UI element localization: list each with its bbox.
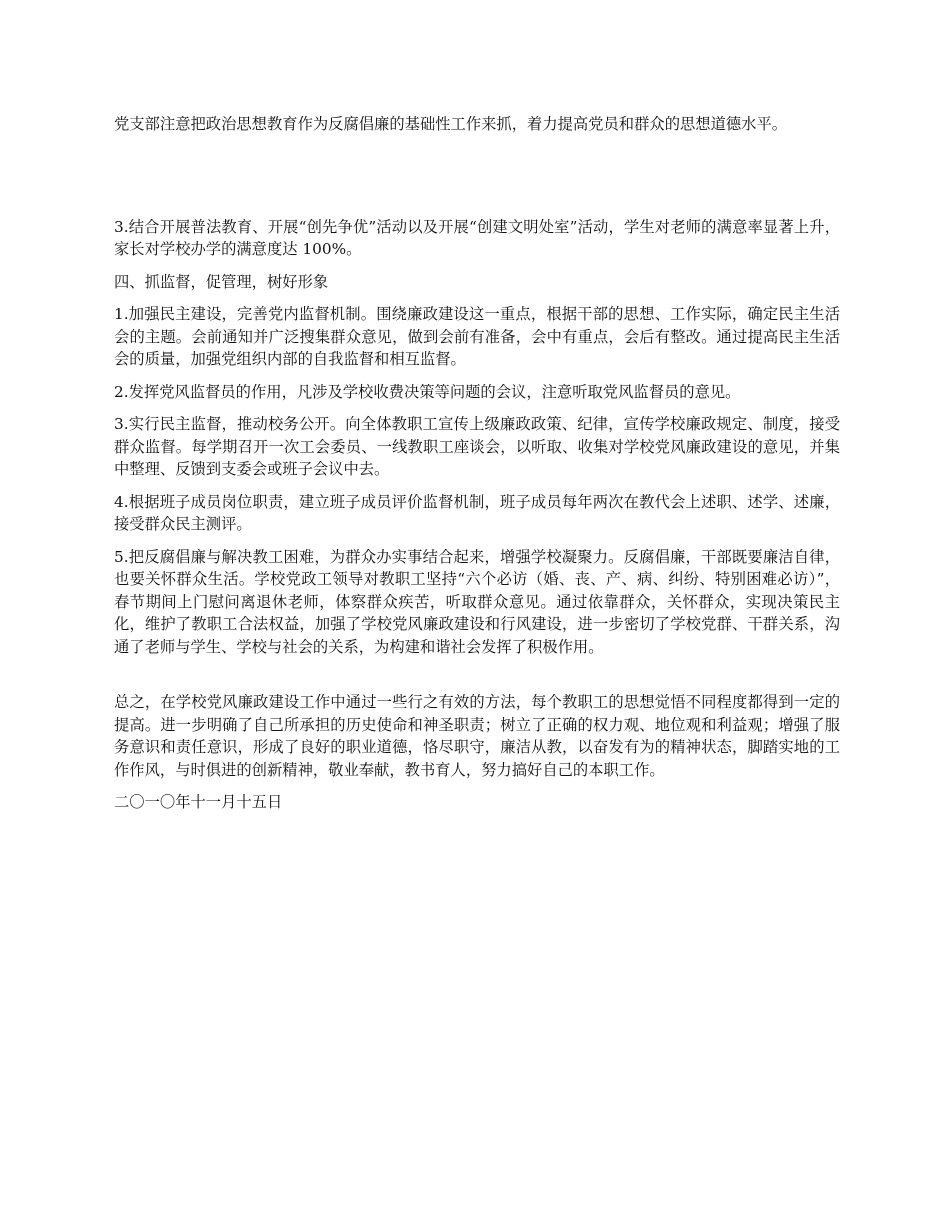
document-page xyxy=(114,113,840,814)
paragraph-item-3-legal-education: 3.结合开展普法教育、开展“创先争优”活动以及开展“创建文明处室”活动，学生对老师的满意率显著上升，家长对学校办学的满意度达 100%。 xyxy=(114,217,840,258)
paragraph-item-4-evaluation: 4.根据班子成员岗位职责，建立班子成员评价监督机制，班子成员每年两次在教代会上述职、述学、述廉，接受群众民主测评。 xyxy=(114,492,840,533)
paragraph-summary: 总之，在学校党风廉政建设工作中通过一些行之有效的方法，每个教职工的思想觉悟不同程度都得到一定的提高。进一步明确了自己所承担的历史使命和神圣职责；树立了正确的权力观、地位观和利益观；增强了服务意识和责任意识，形成了良好的职业道德，恪尽职守，廉洁从教，以奋发有为的精神状态，脚踏实地的工作作风，与时俱进的创新精神，敬业奉献，教书育人，努力搞好自己的本职工作。 xyxy=(114,693,840,779)
section-heading-supervision: 四、抓监督，促管理，树好形象 xyxy=(114,272,329,291)
paragraph-item-3-democratic-supervision: 3.实行民主监督，推动校务公开。向全体教职工宣传上级廉政政策、纪律，宣传学校廉政规定、制度，接受群众监督。每学期召开一次工会委员、一线教职工座谈会，以听取、收集对学校党风廉政建设的意见，并集中整理、反馈到支委会或班子会议中去。 xyxy=(114,415,840,478)
paragraph-item-5-anti-corruption: 5.把反腐倡廉与解决教工困难，为群众办实事结合起来，增强学校凝聚力。反腐倡廉，干部既要廉洁自律，也要关怀群众生活。学校党政工领导对教职工坚持“六个必访（婚、丧、产、病、纠纷、特别困难必访）”，春节期间上门慰问离退休老师，体察群众疾苦，听取群众意见。通过依靠群众，关怀群众，实现决策民主化，维护了教职工合法权益，加强了学校党风廉政建设和行风建设，进一步密切了学校党群、干群关系，沟通了老师与学生、学校与社会的关系，为构建和谐社会发挥了积极作用。 xyxy=(114,547,840,656)
paragraph-item-2-supervisors: 2.发挥党风监督员的作用，凡涉及学校收费决策等问题的会议，注意听取党风监督员的意见。 xyxy=(114,382,741,401)
paragraph-political-education: 党支部注意把政治思想教育作为反腐倡廉的基础性工作来抓，着力提高党员和群众的思想道德水平。 xyxy=(114,115,788,133)
document-date: 二〇一〇年十一月十五日 xyxy=(114,793,283,811)
paragraph-item-1-democratic-construction: 1.加强民主建设，完善党内监督机制。围绕廉政建设这一重点，根据干部的思想、工作实际，确定民主生活会的主题。会前通知并广泛搜集群众意见，做到会前有准备，会中有重点，会后有整改。通过提高民主生活会的质量，加强党组织内部的自我监督和相互监督。 xyxy=(114,305,840,368)
